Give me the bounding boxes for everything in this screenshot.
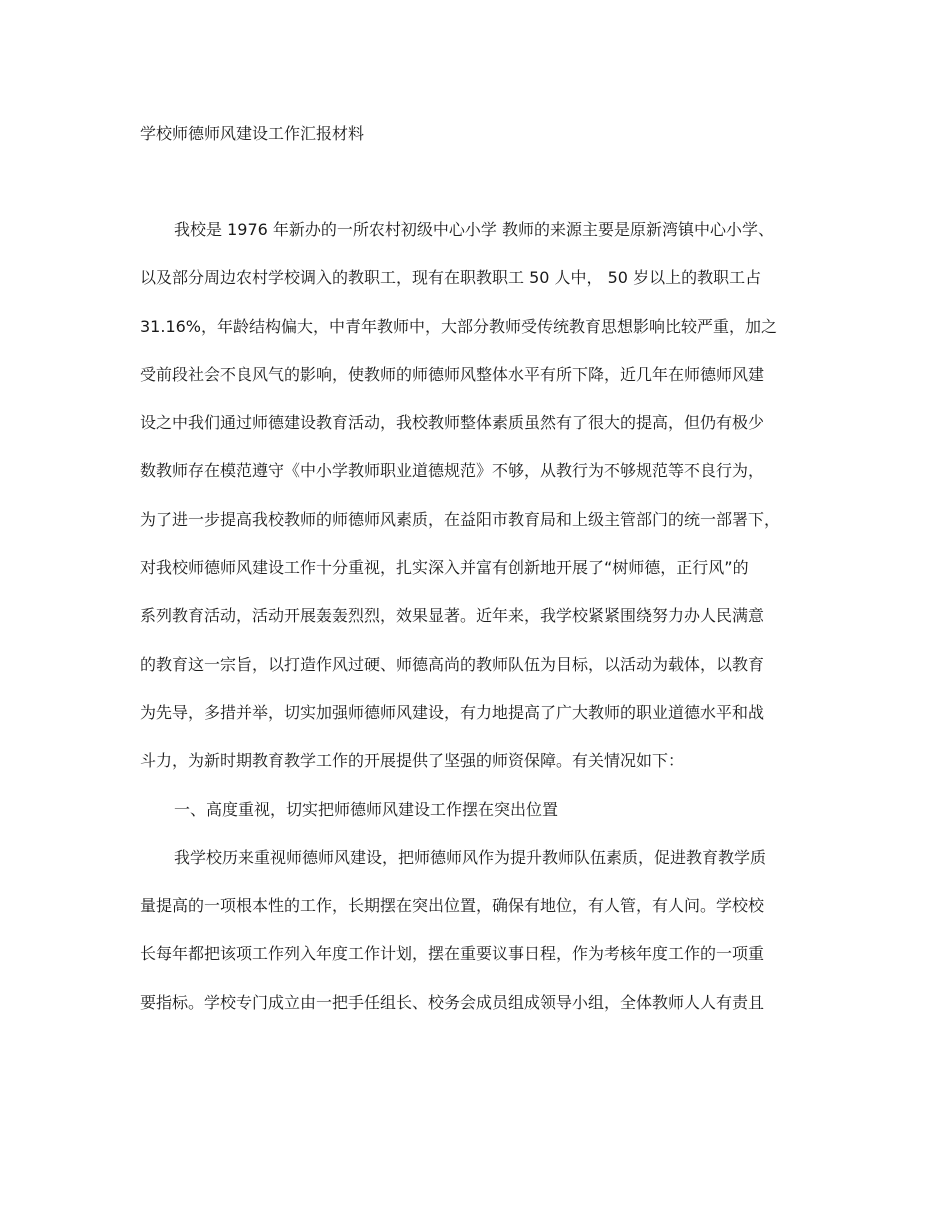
paragraph-line: 系列教育活动，活动开展轰轰烈烈，效果显著。近年来，我学校紧紧围绕努力办人民满意 [140, 606, 765, 626]
paragraph-line: 的教育这一宗旨，以打造作风过硬、师德高尚的教师队伍为目标，以活动为载体，以教育 [140, 654, 765, 674]
paragraph-line: 我学校历来重视师德师风建设，把师德师风作为提升教师队伍素质，促进教育教学质 [174, 847, 767, 867]
paragraph-line: 对我校师德师风建设工作十分重视，扎实深入并富有创新地开展了“树师德，正行风”的 [140, 558, 749, 578]
paragraph-line: 受前段社会不良风气的影响，使教师的师德师风整体水平有所下降，近几年在师德师风建 [140, 364, 765, 384]
paragraph-line: 以及部分周边农村学校调入的教职工，现有在职教职工 50 人中， 50 岁以上的教职工占 [140, 268, 762, 288]
paragraph-line: 设之中我们通过师德建设教育活动，我校教师整体素质虽然有了很大的提高，但仍有极少 [140, 413, 765, 433]
document-title: 学校师德师风建设工作汇报材料 [140, 124, 365, 143]
paragraph-line: 长每年都把该项工作列入年度工作计划，摆在重要议事日程，作为考核年度工作的一项重 [140, 944, 765, 964]
paragraph-line: 数教师存在模范遵守《中小学教师职业道德规范》不够，从教行为不够规范等不良行为， [140, 461, 765, 481]
paragraph-line: 量提高的一项根本性的工作，长期摆在突出位置，确保有地位，有人管，有人问。学校校 [140, 896, 765, 916]
paragraph-line: 要指标。学校专门成立由一把手任组长、校务会成员组成领导小组，全体教师人人有责且 [140, 992, 765, 1012]
paragraph-line: 为了进一步提高我校教师的师德师风素质，在益阳市教育局和上级主管部门的统一部署下， [140, 509, 781, 529]
paragraph-line: 31.16%，年龄结构偏大，中青年教师中，大部分教师受传统教育思想影响比较严重，加之 [140, 316, 778, 336]
section-heading: 一、高度重视，切实把师德师风建设工作摆在突出位置 [174, 799, 559, 819]
paragraph-line: 为先导，多措并举，切实加强师德师风建设，有力地提高了广大教师的职业道德水平和战 [140, 702, 765, 722]
document-body [140, 215, 818, 1036]
paragraph-line: 斗力，为新时期教育教学工作的开展提供了坚强的师资保障。有关情况如下： [140, 751, 685, 771]
paragraph-line: 我校是 1976 年新办的一所农村初级中心小学 教师的来源主要是原新湾镇中心小学、 [174, 220, 774, 239]
